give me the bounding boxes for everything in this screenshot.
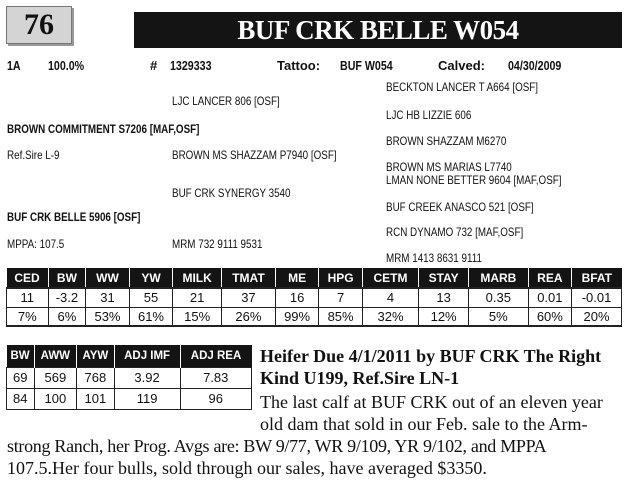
pedigree-dsd: BUF CREEK ANASCO 521 [OSF]	[386, 200, 534, 214]
pedigree-dds: RCN DYNAMO 732 [MAF,OSF]	[386, 225, 524, 239]
reg-label: #	[150, 58, 158, 73]
epd-value: 7	[319, 288, 363, 307]
epd-header: STAY	[419, 268, 469, 288]
pedigree-ssd: LJC HB LIZZIE 606	[386, 108, 472, 122]
epd-percentile: 6%	[48, 307, 86, 326]
epd-value: 0.35	[469, 288, 529, 307]
pedigree-dam-mrm: MRM 732 9111 9531	[172, 237, 263, 251]
performance-value: 7.83	[180, 367, 251, 388]
epd-percentile: 7%	[7, 307, 49, 326]
performance-ratio: 84	[7, 388, 35, 409]
epd-percentile: 32%	[362, 307, 418, 326]
performance-header: BW	[7, 345, 35, 367]
epd-percentile: 5%	[469, 307, 529, 326]
lot-number: 76	[6, 6, 72, 44]
performance-ratio: 96	[180, 388, 251, 409]
epd-header: REA	[528, 268, 572, 288]
epd-value: 31	[86, 288, 130, 307]
performance-ratio: 101	[77, 388, 115, 409]
epd-header: CETM	[362, 268, 418, 288]
epd-value: 37	[222, 288, 276, 307]
epd-header: TMAT	[222, 268, 276, 288]
registration-number: 1329333	[170, 58, 212, 73]
performance-values-row	[7, 367, 252, 388]
tattoo-value: BUF W054	[340, 58, 393, 73]
epd-percentile: 53%	[86, 307, 130, 326]
epd-header: WW	[86, 268, 130, 288]
calved-label: Calved:	[438, 58, 485, 73]
pedigree-sire-note: Ref.Sire L-9	[7, 148, 60, 162]
epd-value: -3.2	[48, 288, 86, 307]
calved-date: 04/30/2009	[508, 58, 562, 73]
notes-line-2: old dam that sold in our Feb. sale to the Arm-	[260, 414, 588, 434]
epd-percentile-row	[7, 307, 622, 326]
notes-headline-2: Kind U199, Ref.Sire LN-1	[260, 368, 460, 388]
epd-value: 11	[7, 288, 49, 307]
epd-percentile: 15%	[173, 307, 222, 326]
pedigree-sire-dam: BROWN MS SHAZZAM P7940 [OSF]	[172, 148, 337, 162]
epd-value: 55	[129, 288, 173, 307]
epd-header: CED	[7, 268, 49, 288]
performance-value: 69	[7, 367, 35, 388]
performance-header: AYW	[77, 345, 115, 367]
epd-values-row	[7, 288, 622, 307]
pedigree-sss: BECKTON LANCER T A664 [OSF]	[386, 80, 539, 94]
epd-percentile: 12%	[419, 307, 469, 326]
pedigree-sire: BROWN COMMITMENT S7206 [MAF,OSF]	[7, 122, 200, 136]
epd-value: 21	[173, 288, 222, 307]
epd-percentile: 85%	[319, 307, 363, 326]
pedigree-sire-sire: LJC LANCER 806 [OSF]	[172, 94, 280, 108]
performance-value: 3.92	[114, 367, 180, 388]
performance-header-row	[7, 345, 252, 367]
performance-ratio: 119	[114, 388, 180, 409]
pedigree-dam-note: MPPA: 107.5	[7, 237, 65, 251]
epd-percentile: 99%	[275, 307, 319, 326]
pedigree-ddd: MRM 1413 8631 9111	[386, 251, 482, 265]
performance-value: 768	[77, 367, 115, 388]
epd-header: HPG	[319, 268, 363, 288]
epd-percentile: 60%	[528, 307, 572, 326]
epd-header: BW	[48, 268, 86, 288]
pedigree-sdd: BROWN MS MARIAS L7740	[386, 160, 512, 174]
epd-header: MARB	[469, 268, 529, 288]
percent: 100.0%	[48, 58, 85, 73]
notes-line-1: The last calf at BUF CRK out of an eleven year	[260, 392, 603, 412]
epd-percentile: 20%	[572, 307, 622, 326]
tattoo-label: Tattoo:	[277, 58, 321, 73]
performance-ratio: 100	[34, 388, 77, 409]
pedigree-dam-sire: BUF CRK SYNERGY 3540	[172, 186, 291, 200]
pedigree-dss: LMAN NONE BETTER 9604 [MAF,OSF]	[386, 173, 562, 187]
animal-name: BUF CRK BELLE W054	[134, 12, 622, 48]
epd-header: YW	[129, 268, 173, 288]
epd-table	[6, 268, 622, 327]
notes-line-4: 107.5.Her four bulls, sold through our sales, have averaged $3350.	[7, 458, 487, 478]
performance-table	[6, 345, 252, 410]
epd-percentile: 61%	[129, 307, 173, 326]
class-code: 1A	[7, 58, 21, 73]
pedigree-dam: BUF CRK BELLE 5906 [OSF]	[7, 210, 141, 224]
epd-header: MILK	[173, 268, 222, 288]
performance-ratio-row	[7, 388, 252, 409]
epd-header: ME	[275, 268, 319, 288]
epd-header: BFAT	[572, 268, 622, 288]
performance-value: 569	[34, 367, 77, 388]
epd-value: 13	[419, 288, 469, 307]
epd-header-row	[7, 268, 622, 288]
epd-value: -0.01	[572, 288, 622, 307]
performance-header: ADJ REA	[180, 345, 251, 367]
epd-value: 16	[275, 288, 319, 307]
performance-header: AWW	[34, 345, 77, 367]
pedigree-sds: BROWN SHAZZAM M6270	[386, 134, 507, 148]
notes-headline-1: Heifer Due 4/1/2011 by BUF CRK The Right	[260, 346, 602, 366]
performance-header: ADJ IMF	[114, 345, 180, 367]
epd-value: 4	[362, 288, 418, 307]
epd-value: 0.01	[528, 288, 572, 307]
notes-line-3: strong Ranch, her Prog. Avgs are: BW 9/77, WR 9/109, YR 9/102, and MPPA	[7, 436, 547, 456]
epd-percentile: 26%	[222, 307, 276, 326]
